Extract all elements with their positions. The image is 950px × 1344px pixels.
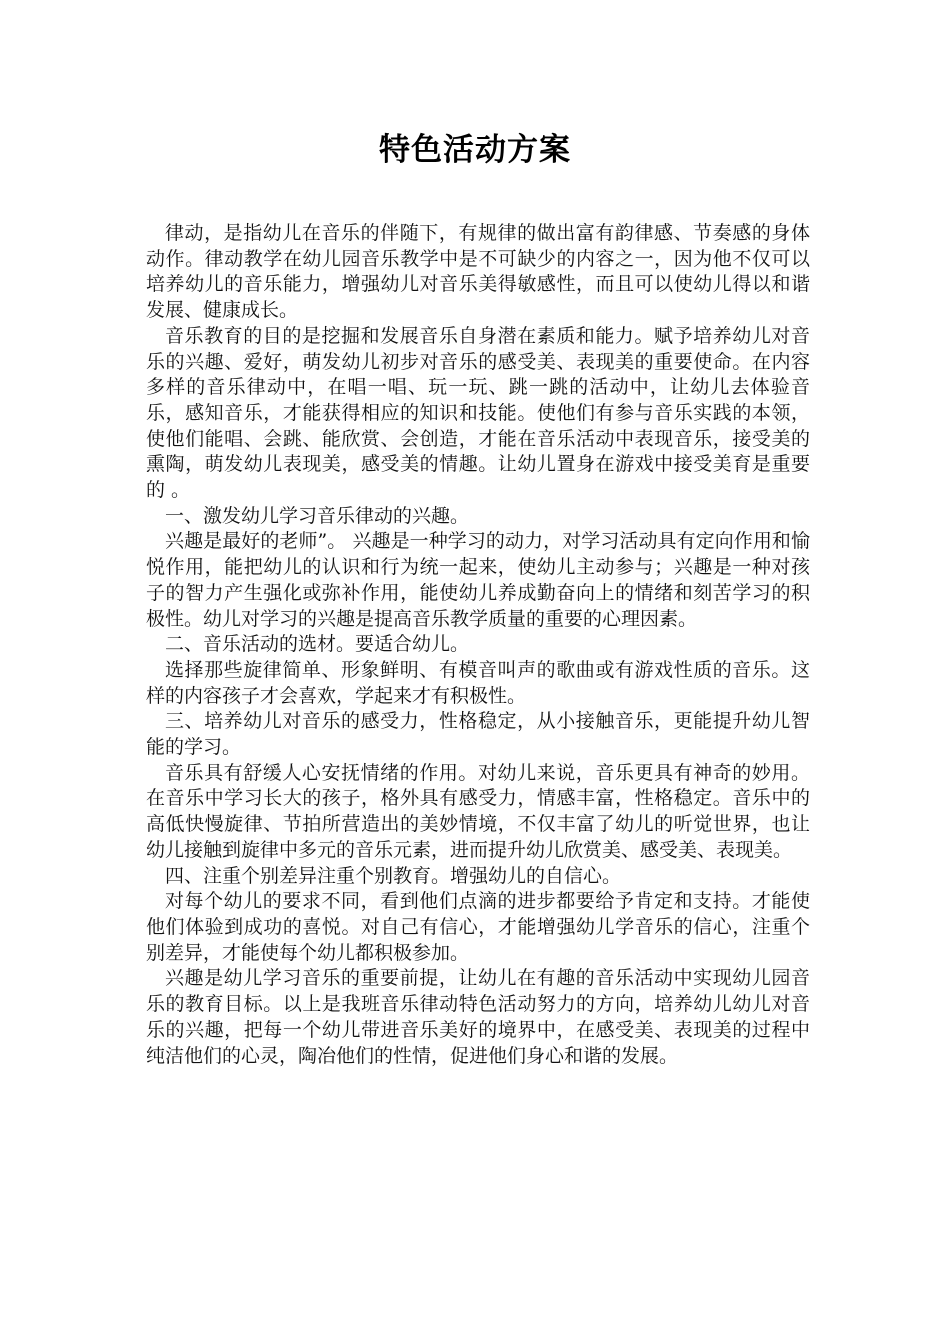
section-heading-3: 三、培养幼儿对音乐的感受力，性格稳定，从小接触音乐，更能提升幼儿智能的学习。	[146, 710, 810, 759]
paragraph-sensitivity: 音乐具有舒缓人心安抚情绪的作用。对幼儿来说，音乐更具有神奇的妙用。在音乐中学习长大的孩子，格外具有感受力，情感丰富，性格稳定。音乐中的高低快慢旋律、节拍所营造出的美妙情境，不仅丰富了幼儿的听觉世界，也让幼儿接触到旋律中多元的音乐元素，进而提升幼儿欣赏美、感受美、表现美。	[146, 761, 810, 861]
section-heading-1: 一、激发幼儿学习音乐律动的兴趣。	[165, 504, 470, 527]
paragraph-individual: 对每个幼儿的要求不同，看到他们点滴的进步都要给予肯定和支持。才能使他们体验到成功的喜悦。对自己有信心，才能增强幼儿学音乐的信心，注重个别差异，才能使每个幼儿都积极参加。	[146, 890, 810, 964]
document-body	[146, 221, 810, 1069]
paragraph-interest: 兴趣是最好的老师”。 兴趣是一种学习的动力，对学习活动具有定向作用和愉悦作用，能把幼儿的认识和行为统一起来，使幼儿主动参与；兴趣是一种对孩子的智力产生强化或弥补作用，能使幼儿养成勤奋向上的情绪和刻苦学习的积极性。幼儿对学习的兴趣是提高音乐教学质量的重要的心理因素。	[146, 530, 810, 630]
section-heading-2: 二、音乐活动的选材。要适合幼儿。	[165, 633, 470, 656]
paragraph-material: 选择那些旋律简单、形象鲜明、有模音叫声的歌曲或有游戏性质的音乐。这样的内容孩子才会喜欢，学起来才有积极性。	[146, 658, 810, 707]
paragraph-intro: 律动，是指幼儿在音乐的伴随下，有规律的做出富有韵律感、节奏感的身体动作。律动教学在幼儿园音乐教学中是不可缺少的内容之一，因为他不仅可以培养幼儿的音乐能力，增强幼儿对音乐美得敏感性，而且可以使幼儿得以和谐发展、健康成长。	[146, 222, 810, 322]
paragraph-conclusion: 兴趣是幼儿学习音乐的重要前提，让幼儿在有趣的音乐活动中实现幼儿园音乐的教育目标。以上是我班音乐律动特色活动努力的方向，培养幼儿幼儿对音乐的兴趣，把每一个幼儿带进音乐美好的境界中，在感受美、表现美的过程中纯洁他们的心灵，陶冶他们的性情，促进他们身心和谐的发展。	[146, 967, 810, 1067]
paragraph-purpose: 音乐教育的目的是挖掘和发展音乐自身潜在素质和能力。赋予培养幼儿对音乐的兴趣、爱好，萌发幼儿初步对音乐的感受美、表现美的重要使命。在内容多样的音乐律动中，在唱一唱、玩一玩、跳一跳的活动中，让幼儿去体验音乐，感知音乐，才能获得相应的知识和技能。使他们有参与音乐实践的本领，使他们能唱、会跳、能欣赏、会创造，才能在音乐活动中表现音乐，接受美的熏陶，萌发幼儿表现美，感受美的情趣。让幼儿置身在游戏中接受美育是重要的 。	[146, 324, 810, 502]
section-heading-4: 四、注重个别差异注重个别教育。增强幼儿的自信心。	[165, 864, 622, 887]
document-title: 特色活动方案	[379, 132, 571, 168]
